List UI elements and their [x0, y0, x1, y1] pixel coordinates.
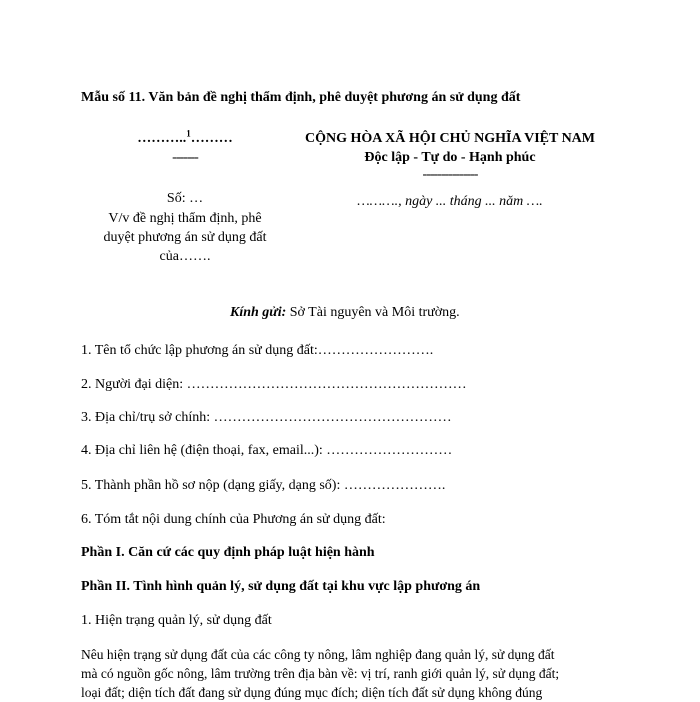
issuing-org: [110, 130, 260, 148]
addressee-name: Sở Tài nguyên và Môi trường.: [289, 305, 460, 320]
field-dossier: 5. Thành phần hồ sơ nộp (dạng giấy, dạng số): ………………….: [81, 478, 446, 493]
national-motto: Độc lập - Tự do - Hạnh phúc: [364, 150, 536, 165]
form-title: Mẫu số 11. Văn bản đề nghị thẩm định, phê duyệt phương án sử dụng đất: [81, 90, 521, 105]
paragraph-line-1: Nêu hiện trạng sử dụng đất của các công ty nông, lâm nghiệp đang quản lý, sử dụng đất: [81, 647, 555, 662]
section-part-1: Phần I. Căn cứ các quy định pháp luật hiện hành: [81, 545, 375, 560]
field-contact: 4. Địa chỉ liên hệ (điện thoại, fax, email...): ………………………: [81, 443, 453, 458]
addressee: [230, 304, 460, 322]
field-summary: 6. Tóm tắt nội dung chính của Phương án sử dụng đất:: [81, 512, 386, 527]
subject-line-1: V/v đề nghị thẩm định, phê: [108, 211, 262, 226]
addressee-label: Kính gửi:: [230, 305, 287, 320]
field-representative: 2. Người đại diện: ……………………………………………………: [81, 377, 467, 392]
subject-line-3: của…….: [159, 249, 211, 264]
issuing-org-suffix: ………: [190, 131, 233, 146]
field-address: 3. Địa chỉ/trụ sở chính: ……………………………………………: [81, 410, 452, 425]
field-org-name: 1. Tên tổ chức lập phương án sử dụng đất:…………………….: [81, 343, 434, 358]
paragraph-line-3: loại đất; diện tích đất đang sử dụng đúng mục đích; diện tích đất sử dụng không đúng: [81, 685, 543, 700]
subsection-1: 1. Hiện trạng quản lý, sử dụng đất: [81, 613, 272, 628]
document-number: Số: …: [166, 191, 204, 206]
org-underline: -------: [172, 150, 198, 165]
date-line: ………., ngày ... tháng ... năm ….: [357, 194, 543, 209]
subject-line-2: duyệt phương án sử dụng đất: [103, 230, 267, 245]
section-part-2: Phần II. Tình hình quản lý, sử dụng đất tại khu vực lập phương án: [81, 579, 481, 594]
footnote-marker: 1: [186, 128, 191, 139]
motto-underline: ---------------: [422, 167, 478, 182]
paragraph-line-2: mà có nguồn gốc nông, lâm trường trên địa bàn về: vị trí, ranh giới quản lý, sử dụng đất;: [81, 666, 560, 681]
country-name: CỘNG HÒA XÃ HỘI CHỦ NGHĨA VIỆT NAM: [304, 131, 595, 146]
issuing-org-prefix: ………..: [137, 131, 187, 146]
